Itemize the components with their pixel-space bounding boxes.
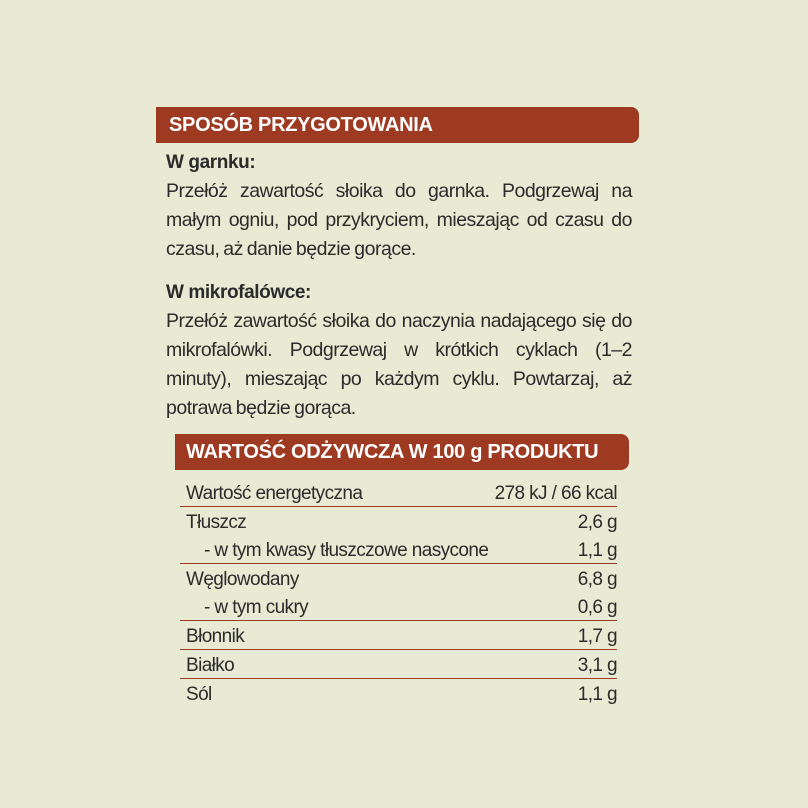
nutrient-name: Węglowodany	[186, 569, 299, 590]
microwave-title: W mikrofalówce:	[166, 282, 311, 303]
table-row	[180, 592, 617, 621]
microwave-instructions	[166, 279, 632, 423]
nutrient-name: Białko	[180, 650, 493, 679]
nutrient-name: Tłuszcz	[186, 512, 247, 533]
nutrient-value: 3,1 g	[493, 650, 617, 679]
nutrition-header-text: WARTOŚĆ ODŻYWCZA W 100 g PRODUKTU	[186, 440, 599, 463]
nutrient-value: 1,7 g	[493, 621, 617, 650]
nutrient-value: 278 kJ / 66 kcal	[493, 478, 617, 507]
nutrient-name: Sól	[186, 684, 212, 705]
nutrient-name: - w tym kwasy tłuszczowe nasycone	[180, 535, 493, 564]
table-row	[180, 621, 617, 650]
microwave-text: Przełóż zawartość słoika do naczynia nadającego się do mikrofalówki. Podgrzewaj w krótkich cyklach (1–2 minuty), mieszając po każdym cyklu. Powtarzaj, aż potrawa będzie gorąca.	[166, 310, 632, 419]
table-row	[180, 564, 617, 593]
pot-instructions	[166, 149, 632, 264]
preparation-header	[156, 107, 639, 143]
pot-title: W garnku:	[166, 152, 256, 173]
preparation-header-text: SPOSÓB PRZYGOTOWANIA	[169, 113, 433, 136]
nutrient-value: 0,6 g	[493, 592, 617, 621]
nutrient-value: 6,8 g	[577, 569, 617, 590]
nutrient-name: Wartość energetyczna	[180, 478, 493, 507]
table-row	[180, 679, 617, 708]
nutrient-name: - w tym cukry	[180, 592, 493, 621]
table-row	[180, 507, 617, 536]
table-row	[180, 650, 617, 679]
table-row	[180, 535, 617, 564]
nutrition-table	[180, 478, 617, 707]
pot-text: Przełóż zawartość słoika do garnka. Podgrzewaj na małym ogniu, pod przykryciem, mieszając od czasu do czasu, aż danie będzie gorące.	[166, 180, 632, 260]
nutrition-header	[175, 434, 629, 470]
nutrient-value: 1,1 g	[577, 684, 617, 705]
nutrient-value: 2,6 g	[577, 512, 617, 533]
nutrient-value: 1,1 g	[493, 535, 617, 564]
table-row	[180, 478, 617, 507]
nutrient-name: Błonnik	[180, 621, 493, 650]
